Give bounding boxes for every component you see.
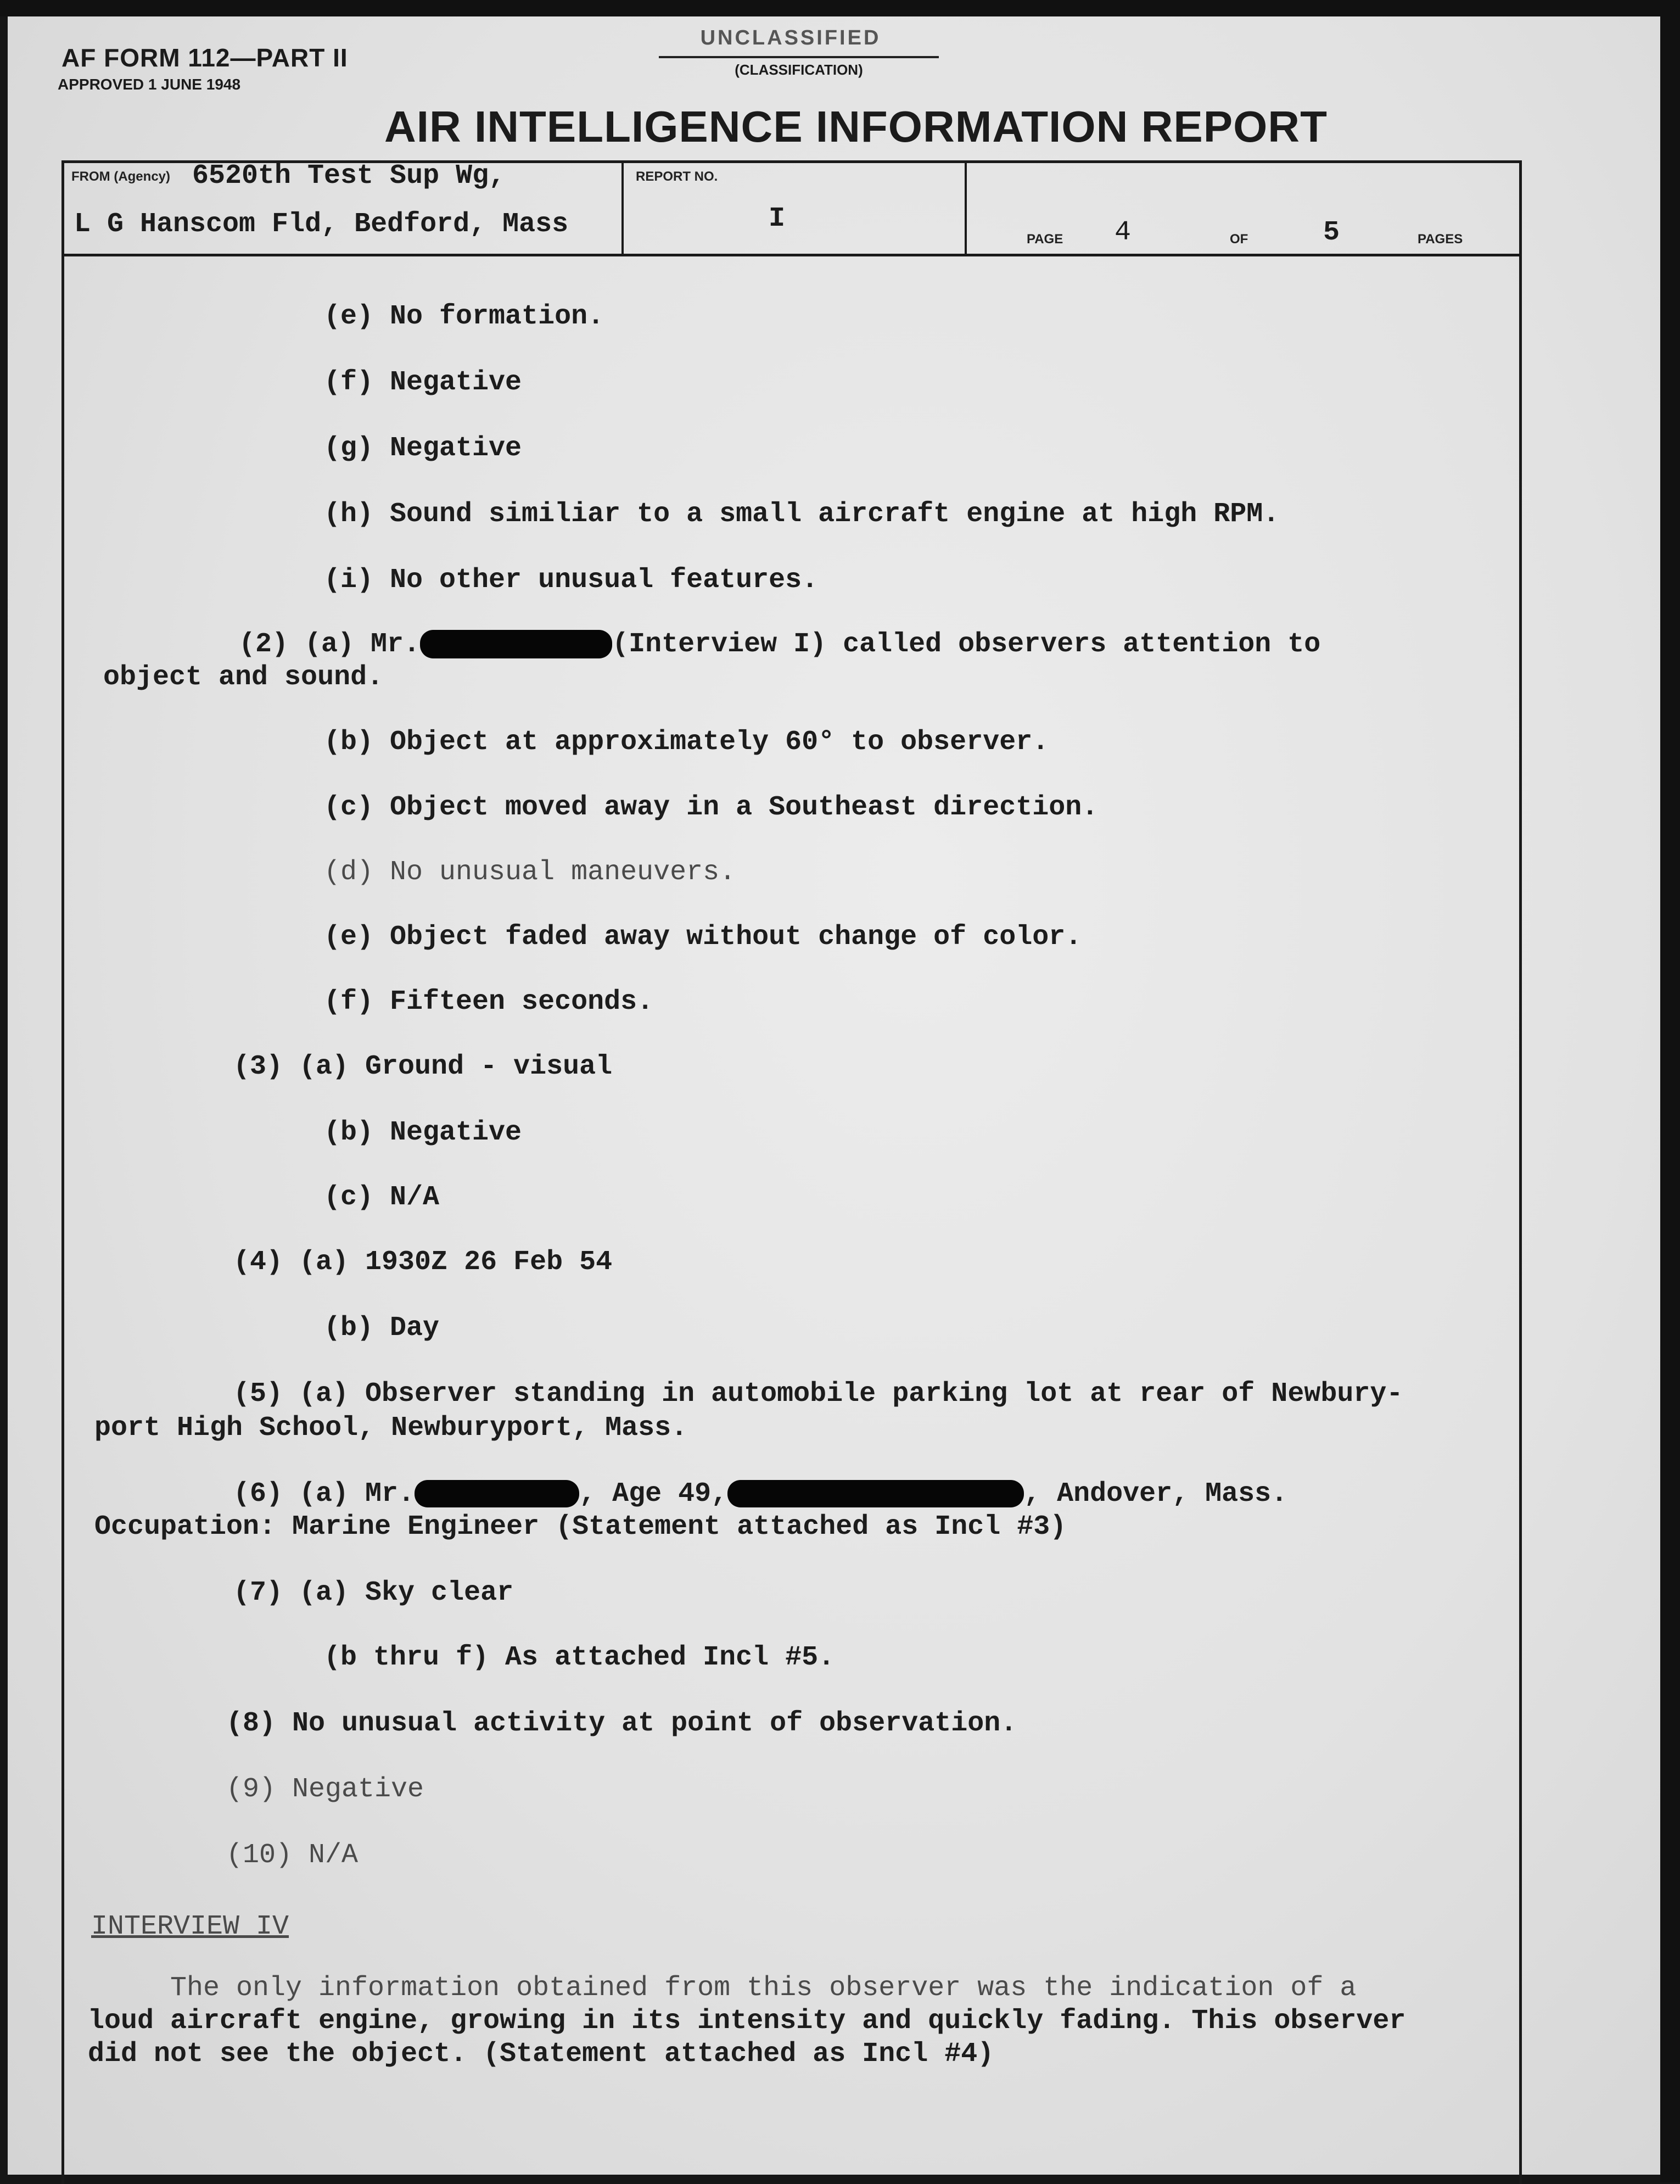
item-9: (9) Negative bbox=[226, 1774, 424, 1805]
report-no-value: I bbox=[769, 203, 786, 234]
redaction-mark bbox=[727, 1480, 1024, 1507]
item-5a: (5) (a) Observer standing in automobile parking lot at rear of Newbury- bbox=[233, 1378, 1403, 1410]
item-2c: (c) Object moved away in a Southeast direction. bbox=[324, 792, 1099, 823]
scan-border-top bbox=[0, 0, 1680, 16]
redaction-mark bbox=[415, 1480, 579, 1507]
report-title: AIR INTELLIGENCE INFORMATION REPORT bbox=[384, 102, 1328, 151]
item-10: (10) N/A bbox=[226, 1840, 359, 1871]
from-agency-line2: L G Hanscom Fld, Bedford, Mass bbox=[74, 209, 569, 240]
form-id: AF FORM 112—PART II bbox=[61, 43, 348, 72]
classification-label: (CLASSIFICATION) bbox=[735, 62, 863, 78]
item-6a-city: , Andover, Mass. bbox=[1024, 1478, 1288, 1510]
of-label: OF bbox=[1230, 232, 1248, 247]
item-6a bbox=[233, 1478, 1287, 1510]
item-6a-continued: Occupation: Marine Engineer (Statement attached as Incl #3) bbox=[94, 1511, 1067, 1543]
report-no-label: REPORT NO. bbox=[636, 169, 718, 184]
total-pages: 5 bbox=[1323, 217, 1340, 248]
from-agency-line1: 6520th Test Sup Wg, bbox=[192, 160, 506, 192]
interview-heading: INTERVIEW IV bbox=[91, 1911, 289, 1942]
item-3b: (b) Negative bbox=[324, 1117, 522, 1148]
approved-date: APPROVED 1 JUNE 1948 bbox=[58, 76, 241, 93]
item-2f: (f) Fifteen seconds. bbox=[324, 986, 654, 1018]
item-7a: (7) (a) Sky clear bbox=[233, 1577, 514, 1608]
item-3c: (c) N/A bbox=[324, 1182, 440, 1213]
header-divider bbox=[61, 254, 1522, 256]
item-1h: (h) Sound similiar to a small aircraft engine at high RPM. bbox=[324, 499, 1280, 530]
item-2a-text: (Interview I) called observers attention to bbox=[612, 629, 1321, 660]
classification-value: UNCLASSIFIED bbox=[700, 26, 881, 49]
item-2a-continued: object and sound. bbox=[103, 662, 384, 693]
classification-underline bbox=[659, 56, 939, 58]
item-2d: (d) No unusual maneuvers. bbox=[324, 857, 736, 888]
from-label: FROM (Agency) bbox=[71, 169, 170, 184]
item-3a: (3) (a) Ground - visual bbox=[233, 1051, 613, 1082]
interview-paragraph-line3: did not see the object. (Statement attached as Incl #4) bbox=[88, 2038, 994, 2070]
form-frame bbox=[61, 160, 1522, 2184]
item-2b: (b) Object at approximately 60° to observer. bbox=[324, 727, 1049, 758]
item-6a-number: (6) (a) Mr. bbox=[233, 1478, 415, 1510]
item-1e: (e) No formation. bbox=[324, 301, 604, 332]
item-2e: (e) Object faded away without change of color. bbox=[324, 921, 1082, 953]
item-7b: (b thru f) As attached Incl #5. bbox=[324, 1642, 835, 1673]
page-label: PAGE bbox=[1027, 232, 1063, 247]
item-2a-number: (2) (a) Mr. bbox=[239, 629, 421, 660]
item-6a-age: , Age 49, bbox=[579, 1478, 728, 1510]
item-8: (8) No unusual activity at point of observation. bbox=[226, 1708, 1017, 1739]
page-number: 4 bbox=[1115, 217, 1132, 248]
column-divider-1 bbox=[621, 160, 624, 255]
interview-paragraph-line1: The only information obtained from this observer was the indication of a bbox=[170, 1973, 1357, 2004]
item-2a bbox=[239, 629, 1320, 660]
pages-label: PAGES bbox=[1418, 232, 1463, 247]
item-1g: (g) Negative bbox=[324, 433, 522, 464]
item-4a: (4) (a) 1930Z 26 Feb 54 bbox=[233, 1247, 613, 1278]
item-1f: (f) Negative bbox=[324, 367, 522, 398]
interview-paragraph-line2: loud aircraft engine, growing in its intensity and quickly fading. This observer bbox=[88, 2006, 1406, 2037]
item-1i: (i) No other unusual features. bbox=[324, 565, 819, 596]
item-4b: (b) Day bbox=[324, 1312, 440, 1344]
column-divider-2 bbox=[965, 160, 967, 255]
item-5a-continued: port High School, Newburyport, Mass. bbox=[94, 1412, 688, 1444]
redaction-mark bbox=[420, 630, 612, 658]
scan-border-right bbox=[1660, 0, 1680, 2182]
